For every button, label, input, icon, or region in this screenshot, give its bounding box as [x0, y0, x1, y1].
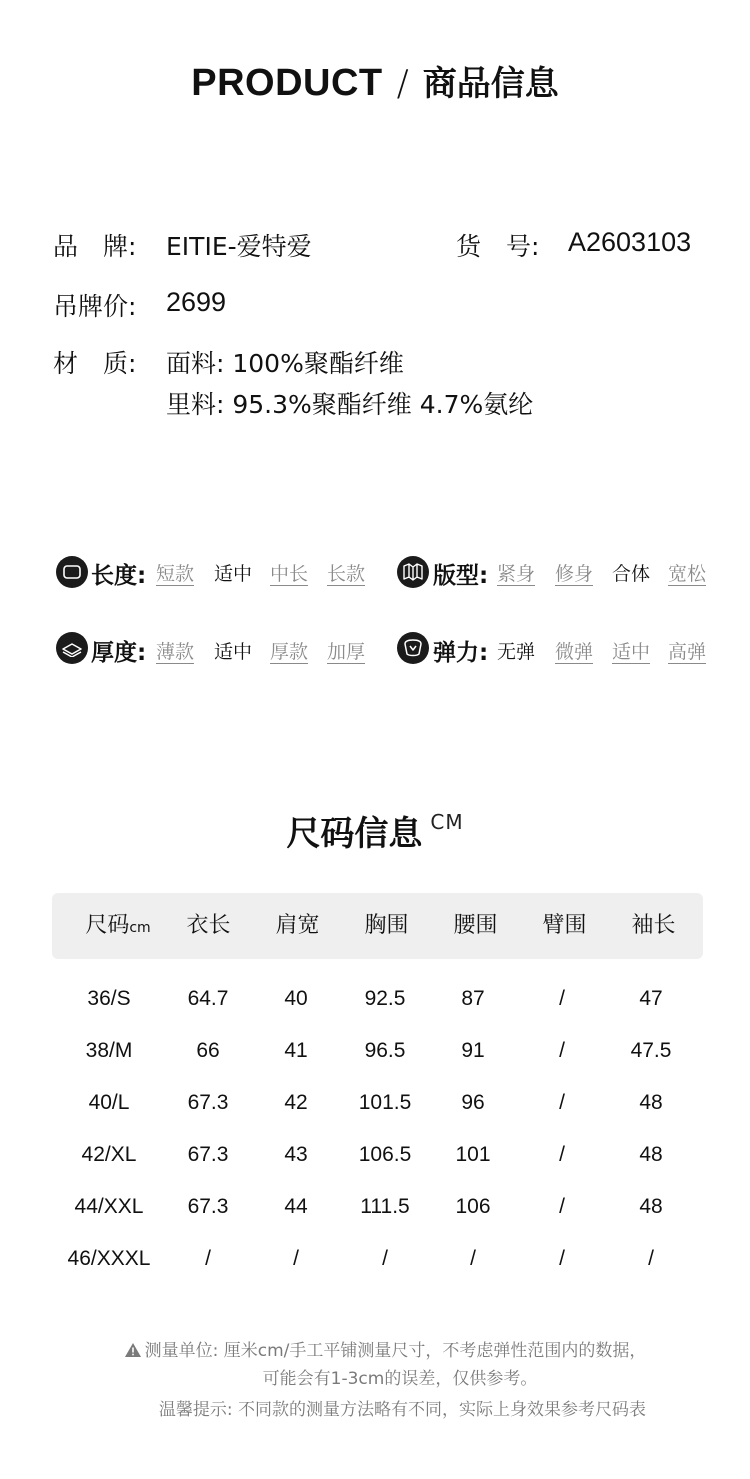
brand-value: EITIE-爱特爱: [166, 232, 312, 261]
garment-length-icon: [56, 556, 88, 588]
table-cell-shoulder: 40: [284, 987, 308, 1010]
table-cell-waist: 91: [461, 1039, 485, 1062]
table-cell-chest: 106.5: [358, 1143, 412, 1166]
header-waist: 腰围: [453, 913, 498, 938]
note-line-2: 可能会有1-3cm的误差，仅供参考。: [262, 1369, 538, 1389]
header-sleeve: 袖长: [631, 913, 676, 938]
thickness-option-thick: 厚款: [270, 641, 309, 663]
header-arm: 臂围: [542, 913, 587, 938]
price-label: 吊牌价:: [53, 292, 137, 321]
fit-option-loose: 宽松: [668, 563, 707, 585]
table-cell-chest: /: [382, 1247, 388, 1270]
material-lining: 里料: 95.3%聚酯纤维 4.7%氨纶: [166, 390, 534, 419]
header-length: 衣长: [186, 913, 231, 938]
table-cell-arm: /: [559, 1143, 565, 1166]
table-cell-arm: /: [559, 1039, 565, 1062]
table-cell-size: 46/XXXL: [67, 1247, 151, 1270]
price-value: 2699: [166, 287, 227, 317]
table-cell-sleeve: 47.5: [630, 1039, 672, 1062]
table-cell-sleeve: 48: [639, 1091, 663, 1114]
table-cell-arm: /: [559, 1091, 565, 1114]
header-shoulder: 肩宽: [275, 913, 320, 938]
size-title-unit: CM: [430, 810, 464, 834]
length-option-short: 短款: [156, 563, 195, 585]
length-option-mid-long: 中长: [270, 563, 309, 585]
sku-value: A2603103: [568, 227, 692, 257]
header-chest: 胸围: [364, 913, 409, 938]
fit-label: 版型:: [433, 563, 489, 589]
table-cell-chest: 111.5: [360, 1195, 410, 1218]
table-cell-length: 64.7: [187, 987, 229, 1010]
elasticity-option-high: 高弹: [668, 641, 707, 663]
fabric-thickness-icon: [56, 632, 88, 664]
garment-fit-icon: [397, 556, 429, 588]
table-cell-sleeve: 48: [639, 1143, 663, 1166]
title-separator: /: [396, 63, 409, 104]
table-cell-sleeve: /: [648, 1247, 654, 1270]
table-cell-shoulder: /: [293, 1247, 299, 1270]
title-zh: 商品信息: [422, 64, 559, 104]
table-cell-shoulder: 42: [284, 1091, 308, 1114]
thickness-label: 厚度:: [91, 640, 147, 666]
table-cell-size: 36/S: [87, 987, 131, 1010]
fit-option-tight: 紧身: [497, 563, 536, 585]
size-section-title: [0, 806, 750, 855]
header-size-unit: cm: [129, 920, 151, 936]
table-cell-chest: 96.5: [364, 1039, 406, 1062]
note-line-3: 温馨提示: 不同款的测量方法略有不同，实际上身效果参考尺码表: [158, 1400, 647, 1420]
table-cell-chest: 92.5: [364, 987, 406, 1010]
table-cell-size: 42/XL: [81, 1143, 137, 1166]
elasticity-option-slight: 微弹: [555, 641, 594, 663]
table-cell-waist: 96: [461, 1091, 485, 1114]
table-cell-length: 66: [196, 1039, 220, 1062]
table-cell-shoulder: 44: [284, 1195, 308, 1218]
table-cell-sleeve: 47: [639, 987, 663, 1010]
table-cell-waist: /: [470, 1247, 476, 1270]
table-cell-size: 38/M: [85, 1039, 133, 1062]
table-cell-shoulder: 43: [284, 1143, 308, 1166]
length-option-medium: 适中: [214, 563, 253, 585]
fabric-elasticity-icon: [397, 632, 429, 664]
elasticity-option-none: 无弹: [497, 641, 536, 663]
table-cell-arm: /: [559, 1195, 565, 1218]
note-line-1: 测量单位: 厘米cm/手工平铺测量尺寸，不考虑弹性范围内的数据，: [0, 1336, 750, 1361]
table-cell-length: 67.3: [187, 1195, 229, 1218]
sku-label: 货 号:: [456, 232, 540, 261]
warning-icon: [124, 1342, 142, 1358]
table-cell-shoulder: 41: [284, 1039, 308, 1062]
thickness-option-extra-thick: 加厚: [327, 641, 366, 663]
title-en: PRODUCT: [191, 62, 383, 104]
length-label: 长度:: [91, 563, 147, 589]
brand-label: 品 牌:: [53, 232, 137, 261]
table-cell-length: 67.3: [187, 1091, 229, 1114]
elasticity-label: 弹力:: [433, 640, 489, 666]
thickness-option-medium: 适中: [214, 641, 253, 663]
fit-option-slim: 修身: [555, 563, 594, 585]
length-option-long: 长款: [327, 563, 366, 585]
table-cell-sleeve: 48: [639, 1195, 663, 1218]
table-cell-size: 40/L: [88, 1091, 130, 1114]
thickness-option-thin: 薄款: [156, 641, 195, 663]
table-cell-arm: /: [559, 987, 565, 1010]
table-cell-arm: /: [559, 1247, 565, 1270]
size-title-text: 尺码信息: [286, 814, 423, 854]
table-cell-length: /: [205, 1247, 211, 1270]
table-cell-waist: 87: [461, 987, 485, 1010]
fit-option-regular: 合体: [612, 563, 651, 585]
table-cell-length: 67.3: [187, 1143, 229, 1166]
table-cell-size: 44/XXL: [74, 1195, 144, 1218]
header-size: 尺码cm: [85, 913, 151, 938]
material-label: 材 质:: [53, 349, 137, 378]
elasticity-option-medium: 适中: [612, 641, 651, 663]
table-cell-waist: 101: [455, 1143, 491, 1166]
table-cell-chest: 101.5: [358, 1091, 412, 1114]
material-fabric: 面料: 100%聚酯纤维: [166, 349, 404, 378]
page-title: [0, 56, 750, 105]
table-cell-waist: 106: [455, 1195, 491, 1218]
